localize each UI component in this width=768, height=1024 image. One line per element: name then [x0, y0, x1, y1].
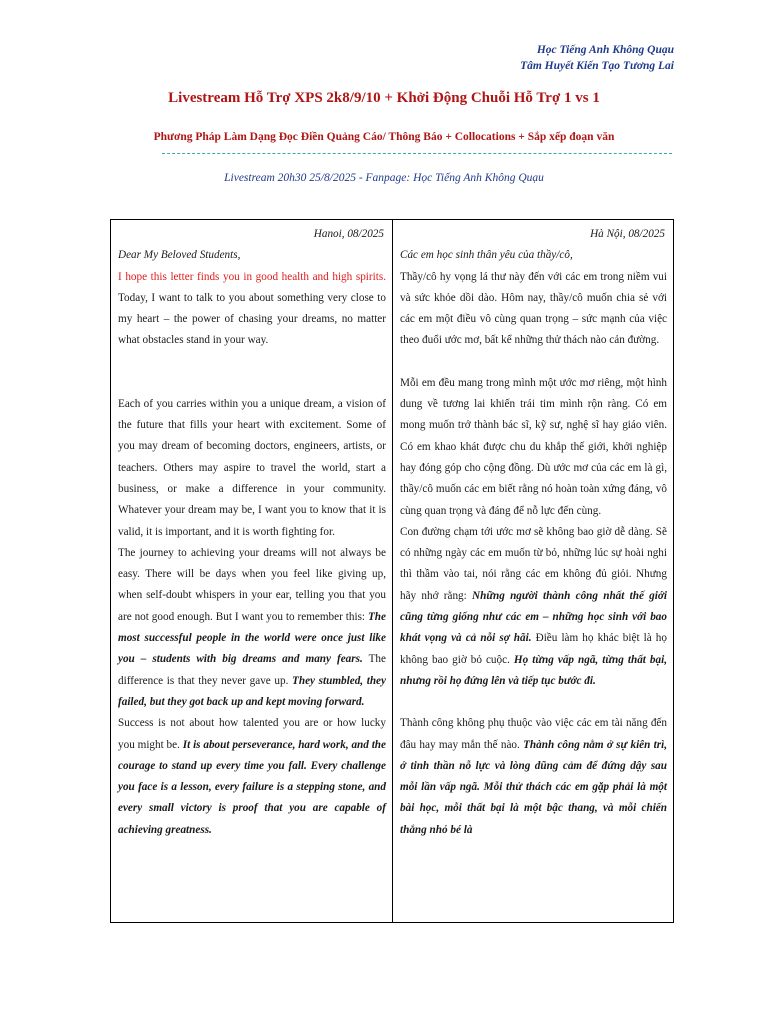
english-paragraph-3: The journey to achieving your dreams will not always be easy. There will be days when you feel like giving up, when self-doubt whispers in your ear, telling you that you are not good enough. But I want you to remember this: The most successful people in the world were once just like you – students with big dreams and many fears. The difference is that they never gave up. They stumbled, they failed, but they got back up and kept moving forward.: [118, 546, 386, 708]
vietnamese-paragraph-4: Thành công không phụ thuộc vào việc các em tài năng đến đâu hay may mắn thế nào. Thành công nằm ở sự kiên trì, ở tinh thần nỗ lực và lòng dũng cảm để đứng dậy sau mỗi lần vấp ngã. Mỗi thử thách các em gặp phải là một bài học, mỗi thất bại là một bậc thang, và mỗi chiến thắng nhỏ bé là: [400, 717, 667, 836]
vietnamese-column: [392, 220, 673, 922]
document-subtitle: Phương Pháp Làm Dạng Đọc Điền Quảng Cáo/ Thông Báo + Collocations + Sắp xếp đoạn văn: [153, 131, 615, 143]
highlighted-text: I hope this letter finds you in good health and high spirits.: [118, 270, 386, 283]
english-paragraph-2: Each of you carries within you a unique dream, a vision of the future that fills your heart with excitement. Some of you may dream of becoming doctors, engineers, artists, or teachers. Others may aspire to travel the world, start a business, or make a difference in your community. Whatever your dream may be, I want you to know that it is valid, it is important, and it is worth fighting for.: [118, 397, 386, 538]
vietnamese-paragraph-3: Con đường chạm tới ước mơ sẽ không bao giờ dễ dàng. Sẽ có những ngày các em muốn từ bỏ, những lúc sự hoài nghi thì thầm vào tai, nói rằng các em không đủ giỏi. Nhưng hãy nhớ rằng: Những người thành công nhất thế giới cũng từng giống như các em – những học sinh với bao khát vọng và cả nỗi sợ hãi. Điều làm họ khác biệt là họ không bao giờ bỏ cuộc. Họ từng vấp ngã, từng thất bại, nhưng rồi họ đứng lên và tiếp tục bước đi.: [400, 525, 667, 687]
document-title: Livestream Hỗ Trợ XPS 2k8/9/10 + Khởi Động Chuỗi Hỗ Trợ 1 vs 1: [168, 90, 600, 106]
vietnamese-paragraph-2: Mỗi em đều mang trong mình một ước mơ riêng, một hình dung về tương lai khiến trái tim mình rộn ràng. Có em mong muốn trở thành bác sĩ, kỹ sư, nghệ sĩ hay giáo viên. Có em khao khát được chu du khắp thế giới, khởi nghiệp hay đóng góp cho cộng đồng. Dù ước mơ của các em là gì, thầy/cô muốn các em biết rằng nó hoàn toàn xứng đáng, vô cùng quan trọng và đáng để nỗ lực đến cùng.: [400, 376, 667, 517]
english-paragraph-4: Success is not about how talented you are or how lucky you might be. It is about perseverance, hard work, and the courage to stand up every time you fall. Every challenge you face is a lesson, every failure is a stepping stone, and every small victory is proof that you are capable of achieving greatness.: [118, 717, 386, 836]
brand-block: [520, 42, 674, 74]
brand-slogan: Tâm Huyết Kiến Tạo Tương Lai: [520, 60, 674, 72]
english-paragraph-1: I hope this letter finds you in good health and high spirits. Today, I want to talk to you about something very close to my heart – the power of chasing your dreams, no matter what obstacles stand in your way.: [118, 270, 386, 347]
livestream-info: Livestream 20h30 25/8/2025 - Fanpage: Học Tiếng Anh Không Quạu: [224, 172, 544, 184]
dashed-divider: [162, 153, 672, 154]
brand-name: Học Tiếng Anh Không Quạu: [536, 44, 674, 56]
english-date: Hanoi, 08/2025: [313, 228, 384, 240]
vietnamese-greeting: Các em học sinh thân yêu của thầy/cô,: [400, 249, 573, 262]
english-greeting: Dear My Beloved Students,: [118, 249, 241, 262]
vietnamese-date: Hà Nội, 08/2025: [590, 228, 665, 240]
vietnamese-paragraph-1: Thầy/cô hy vọng lá thư này đến với các em trong niềm vui và sức khỏe dồi dào. Hôm nay, thầy/cô muốn chia sẻ với các em một điều vô cùng quan trọng – sức mạnh của việc theo đuổi ước mơ, bất kể những thử thách nào cản đường.: [400, 270, 667, 347]
english-column: [111, 220, 392, 922]
bilingual-letter-table: [110, 219, 674, 923]
